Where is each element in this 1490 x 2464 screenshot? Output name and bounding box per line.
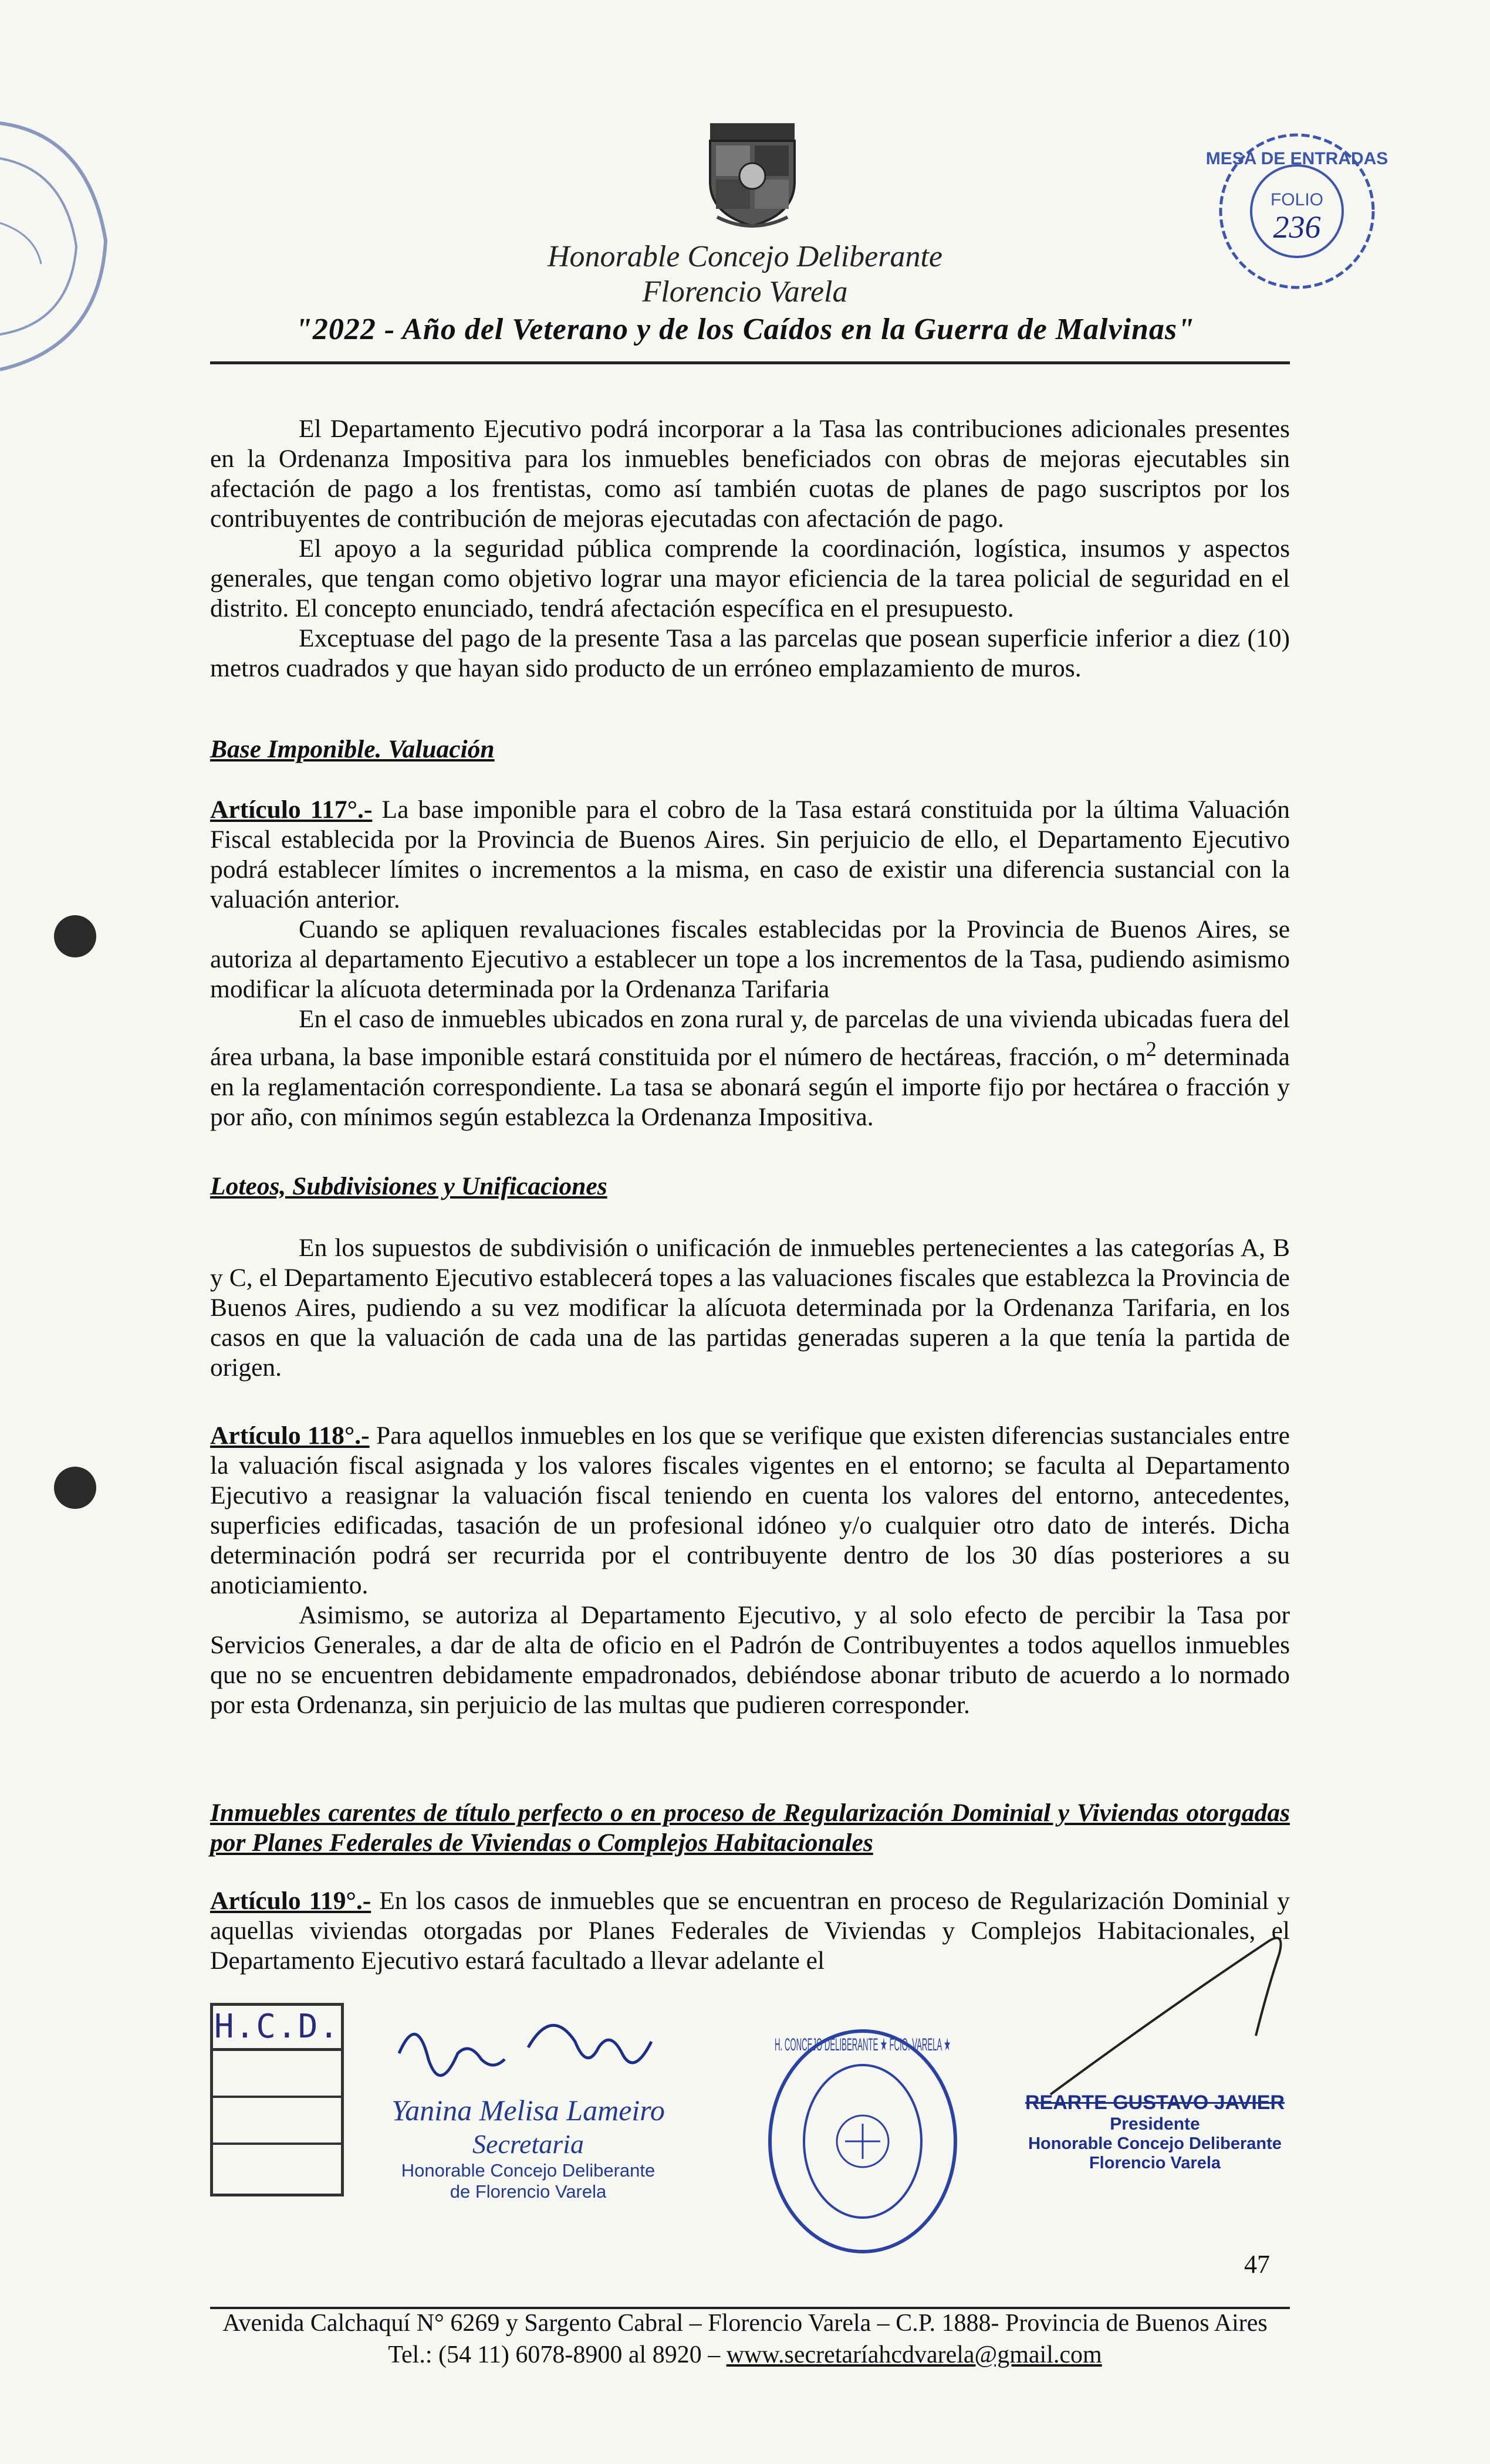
superscript: 2 (1146, 1037, 1157, 1061)
header-city: Florencio Varela (642, 275, 848, 309)
article-text: En los casos de inmuebles que se encuentran en proceso de Regularización Dominial y aquellas viviendas otorgadas por Planes Federales de Viviendas y Complejos Habitacionales, el Departamento Ejecutivo estará facultado a llevar adelante el (210, 1887, 1290, 1975)
paragraph-part: determinada en la reglamentación correspondiente. La tasa se abonará según el importe fijo por hectárea o fracción y por año, con mínimos según establezca la Ordenanza Impositiva. (210, 1043, 1290, 1131)
punch-hole (54, 915, 96, 957)
punch-hole (54, 1467, 96, 1509)
hcd-box-title: H.C.D. (213, 2006, 341, 2051)
council-seal (763, 2024, 962, 2259)
article-number: Artículo 118°.- (210, 1421, 370, 1450)
article-number: Artículo 119°.- (210, 1887, 371, 1915)
paragraph: Exceptuase del pago de la presente Tasa a las parcelas que posean superficie inferior a diez (10) metros cuadrados y que hayan sido producto de un erróneo emplazamiento de muros. (210, 624, 1290, 682)
article-text: Para aquellos inmuebles en los que se verifique que existen diferencias sustanciales entre la valuación fiscal asignada y los valores fiscales vigentes en el entorno; se faculta al Departamento Ejecutivo a reasignar la valuación fiscal teniendo en cuenta los valores del entorno, antecedentes, superficies edificadas, tasación de un profesional idóneo y/o cualquier otro dato de interés. Dicha determinación podrá ser recurrida por el contribuyente dentro de los 30 días posteriores a su anoticiamiento. (210, 1421, 1290, 1599)
crest-logo (700, 117, 805, 229)
article-118 (210, 1421, 1290, 1720)
footer-email-link[interactable]: www.secretaríahcdvarela@gmail.com (726, 2341, 1102, 2368)
paragraph: Asimismo, se autoriza al Departamento Ejecutivo, y al solo efecto de percibir la Tasa por Servicios Generales, a dar de alta de oficio en el Padrón de Contribuyentes a todos aquellos inmuebles que no se encuentren debidamente empadronados, debiéndose abonar tributo de acuerdo a lo normado por esta Ordenanza, sin perjuicio de las multas que pudieren corresponder. (210, 1601, 1290, 1719)
paragraph: Cuando se apliquen revaluaciones fiscales establecidas por la Provincia de Buenos Aires, se autoriza al departamento Ejecutivo a establecer un tope a los incrementos de la Tasa, pudiendo asimismo modificar la alícuota determinada por la Ordenanza Tarifaria (210, 915, 1290, 1003)
section-heading: Base Imponible. Valuación (210, 735, 495, 763)
paragraph-part: En el caso de inmuebles ubicados en zona rural y, de parcelas de una vivienda ubicadas fuera del área urbana, la base imponible estará constituida por el número de hectáreas, fracción, o m (210, 1005, 1290, 1071)
president-stamp (1020, 2091, 1290, 2173)
folio-label: FOLIO (1270, 190, 1324, 209)
hcd-box (210, 2003, 344, 2196)
president-org-city: Florencio Varela (1089, 2154, 1221, 2172)
secretary-signature (376, 2006, 681, 2094)
paragraph: El apoyo a la seguridad pública comprende la coordinación, logística, insumos y aspectos generales, que tengan como objetivo lograr una mayor eficiencia de la tarea policial de seguridad en el distrito. El concepto enunciado, tendrá afectación específica en el presupuesto. (210, 534, 1290, 622)
hcd-box-row (213, 2098, 341, 2145)
section-heading: Loteos, Subdivisiones y Unificaciones (210, 1172, 607, 1200)
footer-address: Avenida Calchaquí N° 6269 y Sargento Cabral – Florencio Varela – C.P. 1888- Provincia de Buenos Aires (222, 2310, 1268, 2337)
paragraph (210, 1004, 1290, 1132)
article-text: La base imponible para el cobro de la Tasa estará constituida por la última Valuación Fiscal establecida por la Provincia de Buenos Aires. Sin perjuicio de ello, el Departamento Ejecutivo podrá establecer límites o incrementos a la misma, en caso de existir una diferencia sustancial con la valuación anterior. (210, 796, 1290, 913)
folio-ring-text: MESA DE ENTRADAS (1205, 149, 1388, 168)
secretary-name: Yanina Melisa Lameiro (391, 2094, 665, 2127)
seal-text: H. CONCEJO DELIBERANTE ★ FCIO. VARELA ★ (775, 2035, 951, 2055)
president-signature (1045, 1918, 1291, 2106)
header-divider (210, 361, 1290, 364)
folio-number: 236 (1273, 209, 1321, 245)
article-117 (210, 795, 1290, 1132)
page-number: 47 (1244, 2250, 1270, 2279)
section-heading: Inmuebles carentes de título perfecto o en proceso de Regularización Dominial y Viviendas otorgadas por Planes Federales de Viviendas o Complejos Habitacionales (210, 1799, 1290, 1857)
footer-contact (0, 2341, 1490, 2369)
secretary-role: Secretaria (472, 2129, 584, 2159)
secretary-org-city: de Florencio Varela (450, 2181, 607, 2202)
footer-phone: Tel.: (54 11) 6078-8900 al 8920 – (388, 2341, 727, 2368)
hcd-box-row (213, 2145, 341, 2189)
hcd-box-row (213, 2051, 341, 2098)
president-name: REARTE GUSTAVO JAVIER (1025, 2091, 1285, 2114)
header-org-name: Honorable Concejo Deliberante (548, 240, 942, 273)
subdivision-paragraph (210, 1233, 1290, 1383)
header-motto: "2022 - Año del Veterano y de los Caídos en la Guerra de Malvinas" (295, 313, 1195, 346)
intro-paragraphs (210, 414, 1290, 683)
folio-stamp (1203, 123, 1391, 305)
article-number: Artículo 117°.- (210, 796, 373, 824)
secretary-org: Honorable Concejo Deliberante (401, 2160, 656, 2181)
paragraph: En los supuestos de subdivisión o unificación de inmuebles pertenecientes a las categorías A, B y C, el Departamento Ejecutivo establecerá topes a las valuaciones fiscales que establezca la Provincia de Buenos Aires, pudiendo a su vez modificar la alícuota determinada por la Ordenanza Tarifaria, en los casos en que la valuación de cada una de las partidas generadas superen a la que tenía la partida de origen. (210, 1234, 1290, 1382)
secretary-signature-block (376, 2006, 681, 2200)
president-role: Presidente (1110, 2114, 1200, 2134)
president-org: Honorable Concejo Deliberante (1028, 2134, 1282, 2153)
paragraph: El Departamento Ejecutivo podrá incorporar a la Tasa las contribuciones adicionales presentes en la Ordenanza Impositiva para los inmuebles beneficiados con obras de mejoras ejecutables sin afectación de pago a los frentistas, como así también cuotas de planes de pago suscriptos por los contribuyentes de contribución de mejoras ejecutadas con afectación de pago. (210, 415, 1290, 533)
